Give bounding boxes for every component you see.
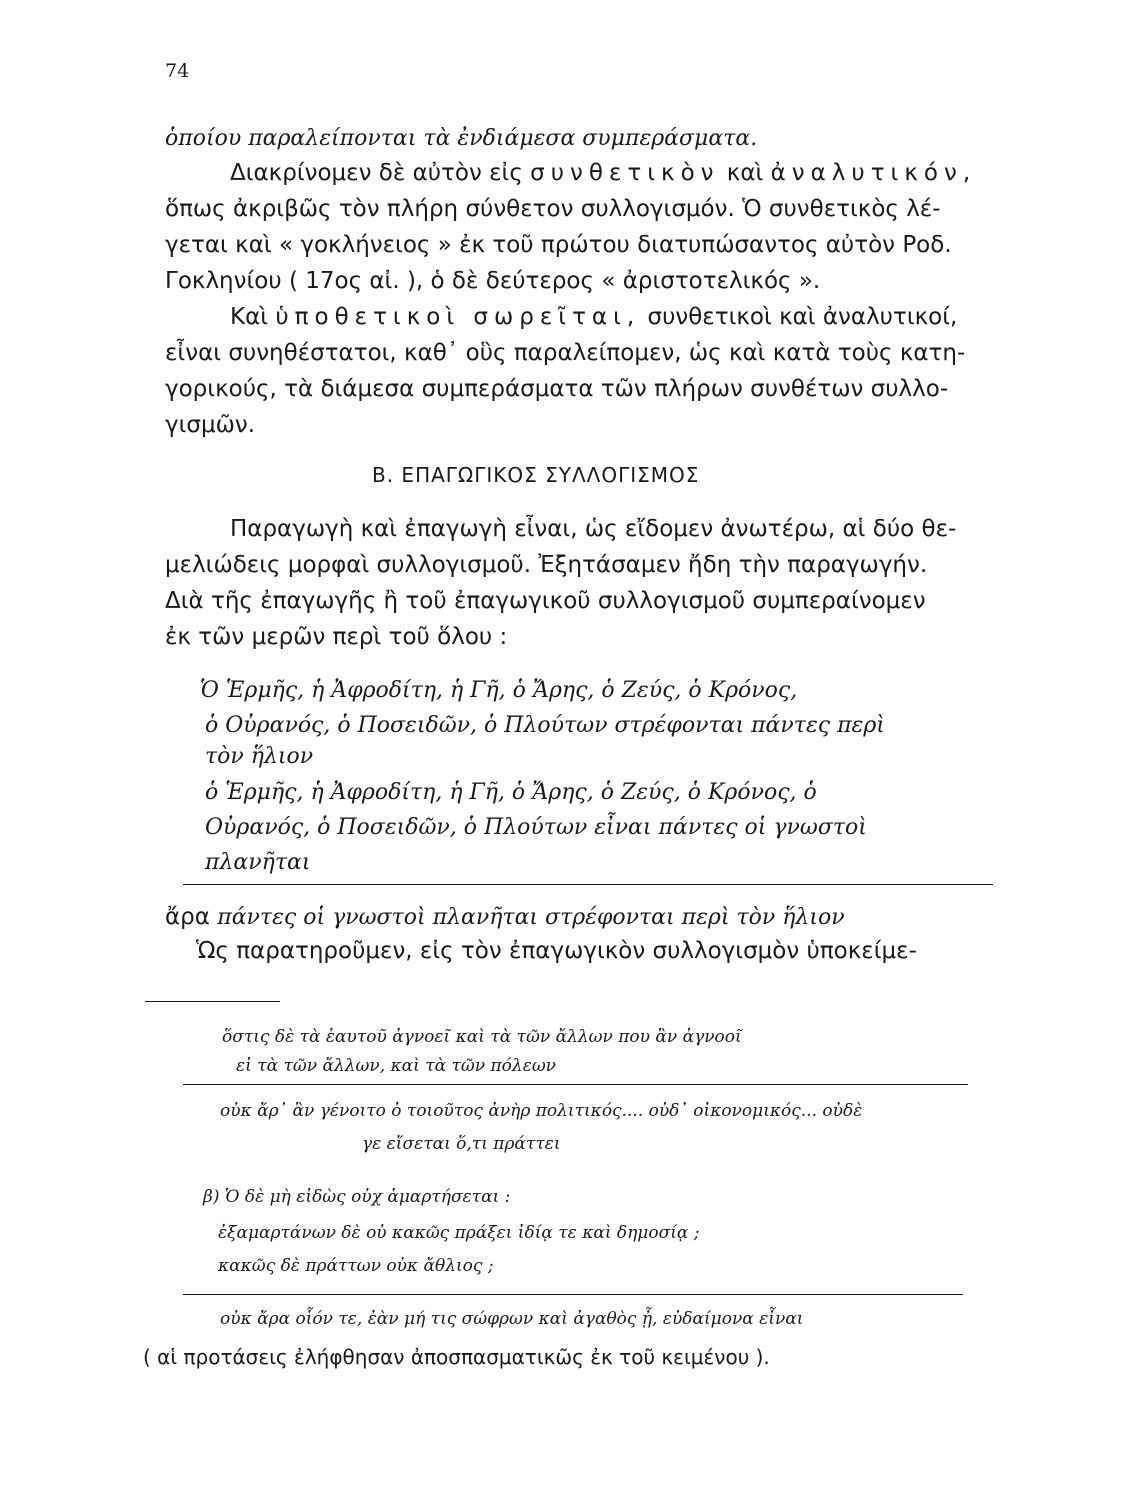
example-line: Ὁ Ἑρμῆς, ἡ Ἀφροδίτη, ἡ Γῆ, ὁ Ἄρης, ὁ Ζεύς, ὁ Κρόνος, xyxy=(200,678,798,703)
example-line: πλανῆται xyxy=(205,850,311,875)
text-run: ἄρα xyxy=(165,904,218,930)
footnote-line: κακῶς δὲ πράττων οὐκ ἄθλιος ; xyxy=(218,1256,494,1276)
footnote-separator xyxy=(145,1001,280,1002)
conclusion-line xyxy=(165,900,845,935)
paragraph-line: Παραγωγὴ καὶ ἐπαγωγὴ εἶναι, ὡς εἴδομεν ἀνωτέρω, αἱ δύο θε- xyxy=(230,516,957,542)
footnote-line: οὐκ ἄρα οἷόν τε, ἐὰν μή τις σώφρων καὶ ἀγαθὸς ᾖ, εὐδαίμονα εἶναι xyxy=(220,1309,804,1329)
paragraph-line: ἐκ τῶν μερῶν περὶ τοῦ ὅλου : xyxy=(165,624,508,650)
example-line: ὁ Ἑρμῆς, ἡ Ἀφροδίτη, ἡ Γῆ, ὁ Ἄρης, ὁ Ζεύς, ὁ Κρόνος, ὁ xyxy=(205,780,817,805)
page-number: 74 xyxy=(165,60,190,82)
paragraph-line: εἶναι συνηθέστατοι, καθ᾽ οὓς παραλείπομεν, ὡς καὶ κατὰ τοὺς κατη- xyxy=(165,340,966,366)
footnote-line: γε εἴσεται ὅ,τι πράττει xyxy=(362,1134,561,1154)
paragraph-line: Ὡς παρατηροῦμεν, εἰς τὸν ἐπαγωγικὸν συλλογισμὸν ὑποκείμε- xyxy=(196,938,917,964)
footnote-line: ἐξαμαρτάνων δὲ οὐ κακῶς πράξει ἰδίᾳ τε καὶ δημοσίᾳ ; xyxy=(218,1223,700,1243)
text-run: Διακρίνομεν δὲ αὐτὸν εἰς xyxy=(230,160,531,186)
paragraph-line: γεται καὶ « γοκλήνειος » ἐκ τοῦ πρώτου διατυπώσαντος αὐτὸν Ροδ. xyxy=(165,232,952,258)
text-run: πάντες οἱ γνωστοὶ πλανῆται στρέφονται περὶ τὸν ἥλιον xyxy=(217,905,845,930)
syllogism-rule xyxy=(183,884,993,885)
text-run: καὶ xyxy=(719,160,771,186)
footnote-line: οὐκ ἄρ᾽ ἂν γένοιτο ὁ τοιοῦτος ἀνὴρ πολιτικός.... οὐδ᾽ οἰκονομικός... οὐδὲ xyxy=(220,1101,863,1121)
footnote-rule xyxy=(183,1084,968,1085)
text-run: συνθετικοὶ καὶ ἀναλυτικοί, xyxy=(640,304,958,330)
spaced-term: συνθετικὸν xyxy=(530,160,720,186)
paragraph-line: μελιώδεις μορφαὶ συλλογισμοῦ. Ἐξητάσαμεν ἤδη τὴν παραγωγήν. xyxy=(165,552,928,578)
text-run: Καὶ xyxy=(230,304,276,330)
footnote-line: ( αἱ προτάσεις ἐλήφθησαν ἀποσπασματικῶς ἐκ τοῦ κειμένου ). xyxy=(143,1345,770,1369)
paragraph-line: Διὰ τῆς ἐπαγωγῆς ἢ τοῦ ἐπαγωγικοῦ συλλογισμοῦ συμπεραίνομεν xyxy=(165,588,926,614)
paragraph-line: ὅπως ἀκριβῶς τὸν πλήρη σύνθετον συλλογισμόν. Ὁ συνθετικὸς λέ- xyxy=(165,196,941,222)
example-line: Οὐρανός, ὁ Ποσειδῶν, ὁ Πλούτων εἶναι πάντες οἱ γνωστοὶ xyxy=(205,815,867,840)
paragraph-line: ὁποίου παραλείπονται τὰ ἐνδιάμεσα συμπεράσματα. xyxy=(165,126,758,151)
example-line: ὁ Οὐρανός, ὁ Ποσειδῶν, ὁ Πλούτων στρέφονται πάντες περὶ xyxy=(205,713,885,738)
spaced-term: ἀναλυτικόν, xyxy=(770,160,977,186)
footnote-line: ὅστις δὲ τὰ ἑαυτοῦ ἀγνοεῖ καὶ τὰ τῶν ἄλλων που ἂν ἀγνοοῖ xyxy=(222,1027,742,1047)
paragraph-line xyxy=(230,300,957,334)
spaced-term: ὑποθετικοὶ σωρεῖται, xyxy=(275,304,641,330)
section-heading: Β. ΕΠΑΓΩΓΙΚΟΣ ΣΥΛΛΟΓΙΣΜΟΣ xyxy=(372,463,700,487)
footnote-rule xyxy=(183,1294,963,1295)
paragraph-line: Γοκληνίου ( 17ος αἰ. ), ὁ δὲ δεύτερος « ἀριστοτελικός ». xyxy=(165,268,821,294)
footnote-line: εἰ τὰ τῶν ἄλλων, καὶ τὰ τῶν πόλεων xyxy=(236,1056,557,1076)
footnote-line: β) Ὁ δὲ μὴ εἰδὼς οὐχ ἁμαρτήσεται : xyxy=(203,1187,511,1207)
paragraph-line: γορικούς, τὰ διάμεσα συμπεράσματα τῶν πλήρων συνθέτων συλλο- xyxy=(165,376,949,402)
paragraph-line xyxy=(230,156,976,190)
paragraph-line: γισμῶν. xyxy=(165,412,256,438)
example-line: τὸν ἥλιον xyxy=(205,744,314,769)
